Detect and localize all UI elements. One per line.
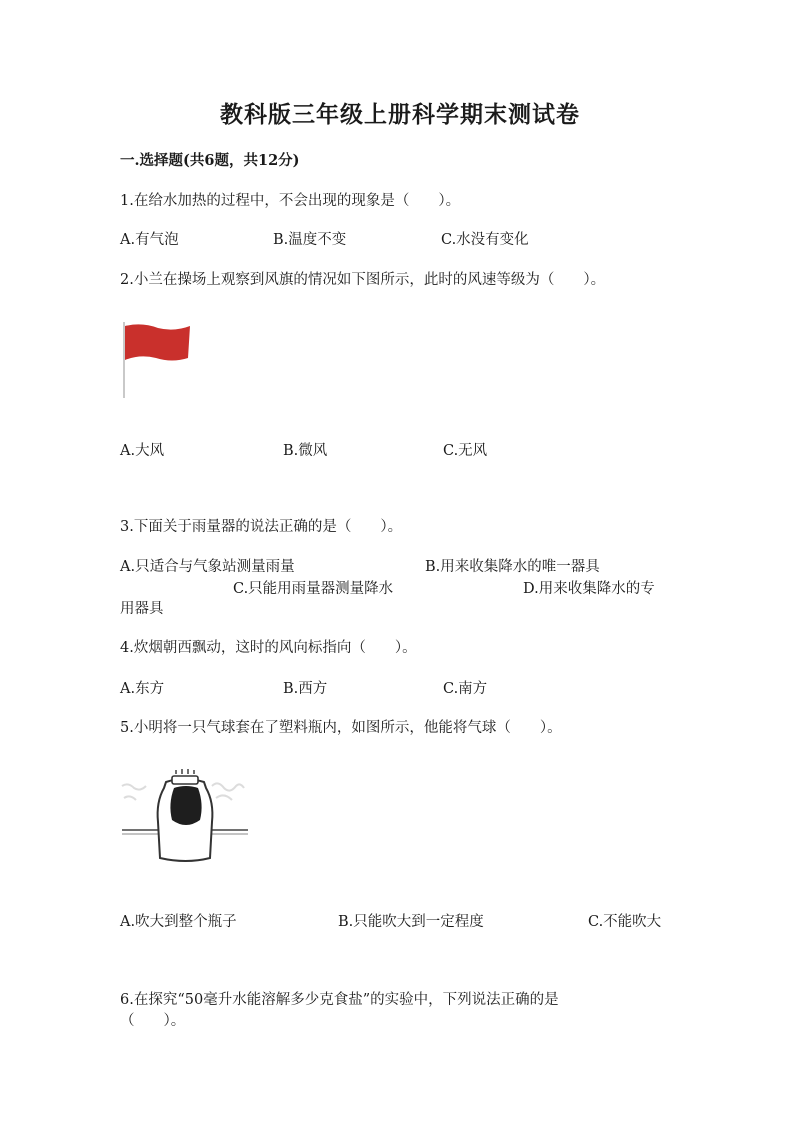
red-flag-image <box>118 318 194 400</box>
question-3-option-c: C.只能用雨量器测量降水 <box>233 581 394 597</box>
question-3-option-d-wrap: 用器具 <box>120 601 164 617</box>
bottle-balloon-image <box>120 768 250 868</box>
question-3-option-a: A.只适合与气象站测量雨量 <box>120 559 295 575</box>
question-1-option-c: C.水没有变化 <box>441 232 529 248</box>
question-2-option-c: C.无风 <box>443 443 488 459</box>
question-3-stem: 3.下面关于雨量器的说法正确的是（ ）。 <box>120 519 403 535</box>
question-3-option-b: B.用来收集降水的唯一器具 <box>425 559 600 575</box>
question-4-stem: 4.炊烟朝西飘动，这时的风向标指向（ ）。 <box>120 640 417 656</box>
question-4-option-b: B.西方 <box>283 681 328 697</box>
question-2-option-b: B.微风 <box>283 443 328 459</box>
question-6-stem-wrap: （ ）。 <box>120 1013 186 1029</box>
question-1-option-a: A.有气泡 <box>120 232 179 248</box>
question-2-option-a: A.大风 <box>120 443 165 459</box>
question-1-option-b: B.温度不变 <box>273 232 347 248</box>
question-4-option-c: C.南方 <box>443 681 488 697</box>
section-heading: 一.选择题(共6题，共12分) <box>120 152 300 169</box>
question-5-option-c: C.不能吹大 <box>588 914 662 930</box>
question-3-option-d: D.用来收集降水的专 <box>523 581 655 597</box>
page-title: 教科版三年级上册科学期末测试卷 <box>220 101 580 128</box>
question-4-option-a: A.东方 <box>120 681 165 697</box>
question-5-stem: 5.小明将一只气球套在了塑料瓶内，如图所示，他能将气球（ ）。 <box>120 720 562 736</box>
question-5-option-b: B.只能吹大到一定程度 <box>338 914 484 930</box>
flag-cloth <box>125 324 190 360</box>
question-2-stem: 2.小兰在操场上观察到风旗的情况如下图所示，此时的风速等级为（ ）。 <box>120 272 606 288</box>
question-6-stem: 6.在探究“50毫升水能溶解多少克食盐”的实验中，下列说法正确的是 <box>120 992 559 1008</box>
question-5-option-a: A.吹大到整个瓶子 <box>120 914 237 930</box>
question-1-stem: 1.在给水加热的过程中，不会出现的现象是（ ）。 <box>120 193 461 209</box>
